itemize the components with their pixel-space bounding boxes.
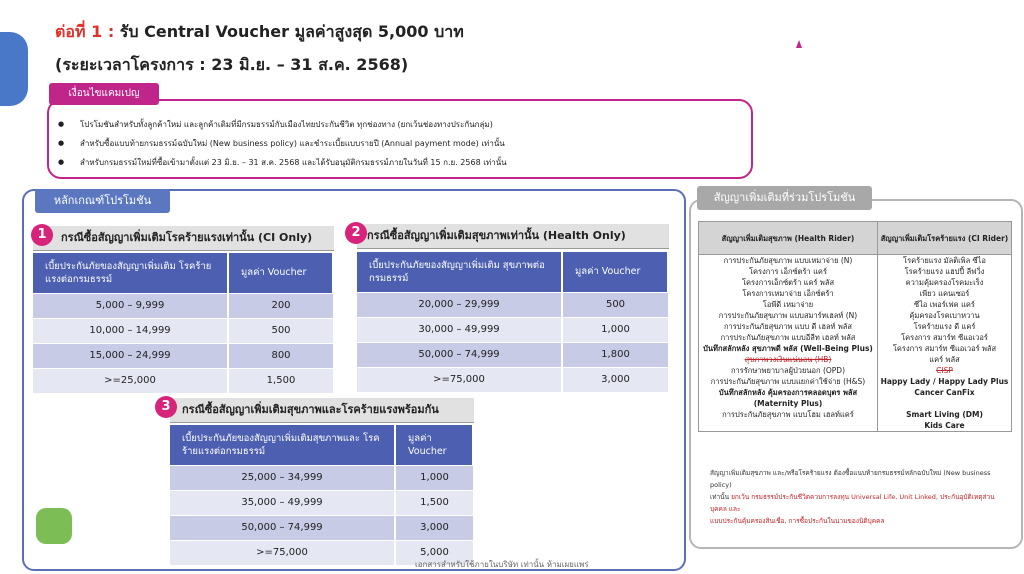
promo-criteria-label: หลักเกณฑ์โปรโมชัน bbox=[35, 189, 170, 213]
case3-title: กรณีซื้อสัญญาเพิ่มเติมสุขภาพและโรคร้ายแรงพร้อมกัน bbox=[182, 403, 439, 416]
ci-rider-cell bbox=[878, 398, 1012, 409]
decor-blue-shape bbox=[0, 32, 28, 106]
riders-note-exception: ยกเว้น กรมธรรม์ประกันชีวิตควบการลงทุน Universal Life, Unit Linked, ประกันอุบัติเหตุส่วนบุคคล และ bbox=[710, 493, 995, 513]
health-rider-cell: การประกันภัยสุขภาพ แบบเหมาจ่าย (N) bbox=[699, 255, 878, 267]
riders-table bbox=[698, 221, 1012, 432]
table-row bbox=[699, 398, 1012, 409]
case3-number: 3 bbox=[155, 396, 177, 418]
case3-col-premium: เบี้ยประกันภัยของสัญญาเพิ่มเติมสุขภาพและ โรคร้ายแรงต่อกรมธรรม์ bbox=[170, 425, 395, 465]
table-row bbox=[170, 465, 473, 490]
table-row bbox=[699, 321, 1012, 332]
table-row bbox=[699, 299, 1012, 310]
decor-pink-mark bbox=[796, 40, 802, 48]
condition-item: ● โปรโมชันสำหรับทั้งลูกค้าใหม่ และลูกค้าเดิมที่มีกรมธรรม์กับเมืองไทยประกันชีวิต ทุกช่องทาง (ยกเว้นช่องทางประกันกลุ่ม) bbox=[58, 115, 507, 134]
table-row bbox=[33, 318, 333, 343]
voucher-cell: 1,000 bbox=[562, 317, 668, 342]
health-rider-cell: โครงการ เอ็กซ์ตร้า แคร์ bbox=[699, 266, 878, 277]
ci-rider-cell: เพียว แคนเซอร์ bbox=[878, 288, 1012, 299]
health-rider-cell: โครงการเอ็กซ์ตร้า แคร์ พลัส bbox=[699, 277, 878, 288]
riders-note-line3: แบบประกันคุ้มครองสินเชื่อ, การซื้อประกันในนามของนิติบุคคล bbox=[710, 517, 885, 525]
case2-header bbox=[357, 224, 669, 249]
table-row bbox=[170, 515, 473, 540]
health-rider-cell: การประกันภัยสุขภาพ แบบ ดี เฮลท์ พลัส bbox=[699, 321, 878, 332]
premium-cell: 25,000 – 34,999 bbox=[170, 465, 395, 490]
campaign-conditions-list bbox=[58, 115, 507, 172]
premium-cell: >=25,000 bbox=[33, 368, 228, 393]
ci-rider-cell: คุ้มครองโรคเบาหวาน bbox=[878, 310, 1012, 321]
voucher-cell: 5,000 bbox=[395, 540, 473, 565]
case2-title: กรณีซื้อสัญญาเพิ่มเติมสุขภาพเท่านั้น (Health Only) bbox=[367, 229, 626, 242]
ci-rider-cell: โครงการ สมาร์ท ซีแอเวอร์ พลัส bbox=[878, 343, 1012, 354]
title-text: รับ Central Voucher มูลค่าสูงสุด 5,000 บาท bbox=[119, 22, 464, 41]
health-rider-cell: การประกันภัยสุขภาพ แบบสมาร์ทเฮลท์ (N) bbox=[699, 310, 878, 321]
voucher-cell: 500 bbox=[562, 292, 668, 317]
case3-col-voucher: มูลค่า Voucher bbox=[395, 425, 473, 465]
case2-table bbox=[357, 252, 669, 392]
table-row bbox=[699, 266, 1012, 277]
case1-title: กรณีซื้อสัญญาเพิ่มเติมโรคร้ายแรงเท่านั้น (CI Only) bbox=[61, 231, 313, 244]
case1-table bbox=[33, 253, 334, 393]
ci-rider-cell-removed: CISP bbox=[878, 365, 1012, 376]
table-row bbox=[33, 343, 333, 368]
case2-col-premium: เบี้ยประกันภัยของสัญญาเพิ่มเติม สุขภาพต่อกรมธรรม์ bbox=[357, 252, 562, 292]
voucher-cell: 1,500 bbox=[395, 490, 473, 515]
table-row bbox=[33, 368, 333, 393]
ci-rider-cell: โครงการ สมาร์ท ซีแอเวอร์ bbox=[878, 332, 1012, 343]
case2-number: 2 bbox=[345, 222, 367, 244]
table-row bbox=[699, 409, 1012, 420]
voucher-cell: 3,000 bbox=[562, 367, 668, 392]
case2-col-voucher: มูลค่า Voucher bbox=[562, 252, 668, 292]
premium-cell: 50,000 – 74,999 bbox=[170, 515, 395, 540]
case1-number: 1 bbox=[31, 224, 53, 246]
table-row bbox=[699, 420, 1012, 432]
health-rider-cell: (Maternity Plus) bbox=[699, 398, 878, 409]
voucher-cell: 800 bbox=[228, 343, 333, 368]
voucher-cell: 1,800 bbox=[562, 342, 668, 367]
premium-cell: 5,000 – 9,999 bbox=[33, 293, 228, 318]
table-row bbox=[699, 387, 1012, 398]
voucher-cell: 500 bbox=[228, 318, 333, 343]
ci-rider-cell: โรคร้ายแรง ดี แคร์ bbox=[878, 321, 1012, 332]
case1-col-premium: เบี้ยประกันภัยของสัญญาเพิ่มเติม โรคร้ายแรงต่อกรมธรรม์ bbox=[33, 253, 228, 293]
case1-col-voucher: มูลค่า Voucher bbox=[228, 253, 333, 293]
title-step: ต่อที่ 1 : bbox=[55, 22, 115, 41]
case3-table bbox=[170, 425, 474, 565]
riders-note-line1: สัญญาเพิ่มเติมสุขภาพ และ/หรือโรคร้ายแรง ต้องซื้อแนบท้ายกรมธรรม์หลักฉบับใหม่ (New business policy) bbox=[710, 469, 991, 489]
health-rider-cell: บันทึกสลักหลัง คุ้มครองการคลอดบุตร พลัส bbox=[699, 387, 878, 398]
table-row bbox=[357, 342, 668, 367]
health-rider-cell: โอพีดี เหมาจ่าย bbox=[699, 299, 878, 310]
premium-cell: 50,000 – 74,999 bbox=[357, 342, 562, 367]
riders-note-line2 bbox=[710, 491, 1010, 515]
ci-rider-cell: Kids Care bbox=[878, 420, 1012, 432]
condition-item: ● สำหรับกรมธรรม์ใหม่ที่ซื้อเข้ามาตั้งแต่ 23 มิ.ย. – 31 ส.ค. 2568 และได้รับอนุมัติกรมธรรม์ภายในวันที่ 15 ก.ย. 2568 เท่านั้น bbox=[58, 153, 507, 172]
ci-rider-header: สัญญาเพิ่มเติมโรคร้ายแรง (CI Rider) bbox=[878, 222, 1012, 255]
table-row bbox=[699, 310, 1012, 321]
table-row bbox=[699, 343, 1012, 354]
premium-cell: 35,000 – 49,999 bbox=[170, 490, 395, 515]
health-rider-cell bbox=[699, 420, 878, 432]
table-row bbox=[699, 277, 1012, 288]
voucher-cell: 1,500 bbox=[228, 368, 333, 393]
health-rider-cell: การประกันภัยสุขภาพ แบบอีลีท เฮลท์ พลัส bbox=[699, 332, 878, 343]
premium-cell: >=75,000 bbox=[357, 367, 562, 392]
ci-rider-cell: Smart Living (DM) bbox=[878, 409, 1012, 420]
table-row bbox=[699, 376, 1012, 387]
table-row bbox=[699, 255, 1012, 267]
ci-rider-cell: ความคุ้มครองโรคมะเร็ง bbox=[878, 277, 1012, 288]
voucher-cell: 1,000 bbox=[395, 465, 473, 490]
health-rider-cell: การประกันภัยสุขภาพ แบบโฮม เฮลท์แคร์ bbox=[699, 409, 878, 420]
footer-disclaimer: เอกสารสำหรับใช้ภายในบริษัท เท่านั้น ห้ามเผยแพร่ bbox=[415, 560, 589, 569]
health-rider-cell: บันทึกสลักหลัง สุขภาพดี พลัส (Well-Being Plus) bbox=[699, 343, 878, 354]
campaign-conditions-label: เงื่อนไขแคมเปญ bbox=[49, 83, 159, 105]
ci-rider-cell: โรคร้ายแรง มัลติเพิล ซีไอ bbox=[878, 255, 1012, 267]
table-row bbox=[699, 332, 1012, 343]
riders-note bbox=[710, 467, 1010, 527]
ci-rider-cell: Cancer CanFix bbox=[878, 387, 1012, 398]
page-title bbox=[55, 20, 464, 45]
table-row bbox=[699, 365, 1012, 376]
ci-rider-cell: ซีไอ เพอร์เฟค แคร์ bbox=[878, 299, 1012, 310]
table-row bbox=[357, 317, 668, 342]
voucher-cell: 3,000 bbox=[395, 515, 473, 540]
case1-header bbox=[33, 226, 334, 251]
table-row bbox=[357, 292, 668, 317]
ci-rider-cell: โรคร้ายแรง แฮปปี้ ลีฟวิ่ง bbox=[878, 266, 1012, 277]
condition-item: ● สำหรับซื้อแบบท้ายกรมธรรม์ฉบับใหม่ (New business policy) และชำระเบี้ยแบบรายปี (Annual payment mode) เท่านั้น bbox=[58, 134, 507, 153]
premium-cell: >=75,000 bbox=[170, 540, 395, 565]
premium-cell: 10,000 – 14,999 bbox=[33, 318, 228, 343]
case3-header bbox=[170, 398, 474, 423]
voucher-cell: 200 bbox=[228, 293, 333, 318]
health-rider-cell-removed: สุขภาพวงเงินแน่นอน (HB) bbox=[699, 354, 878, 365]
health-rider-cell: การประกันภัยสุขภาพ แบบแยกค่าใช้จ่าย (H&S) bbox=[699, 376, 878, 387]
table-row bbox=[699, 288, 1012, 299]
health-rider-header: สัญญาเพิ่มเติมสุขภาพ (Health Rider) bbox=[699, 222, 878, 255]
health-rider-cell: โครงการเหมาจ่าย เอ็กซ์ตร้า bbox=[699, 288, 878, 299]
premium-cell: 30,000 – 49,999 bbox=[357, 317, 562, 342]
ci-rider-cell: แคร์ พลัส bbox=[878, 354, 1012, 365]
table-row bbox=[170, 490, 473, 515]
health-rider-cell: การรักษาพยาบาลผู้ป่วยนอก (OPD) bbox=[699, 365, 878, 376]
table-row bbox=[699, 354, 1012, 365]
riders-panel-label: สัญญาเพิ่มเติมที่ร่วมโปรโมชัน bbox=[697, 186, 872, 210]
premium-cell: 20,000 – 29,999 bbox=[357, 292, 562, 317]
project-period: (ระยะเวลาโครงการ : 23 มิ.ย. – 31 ส.ค. 2568) bbox=[55, 55, 409, 74]
premium-cell: 15,000 – 24,999 bbox=[33, 343, 228, 368]
table-row bbox=[357, 367, 668, 392]
table-row bbox=[33, 293, 333, 318]
ci-rider-cell: Happy Lady / Happy Lady Plus bbox=[878, 376, 1012, 387]
riders-note-only: เท่านั้น bbox=[710, 493, 730, 501]
